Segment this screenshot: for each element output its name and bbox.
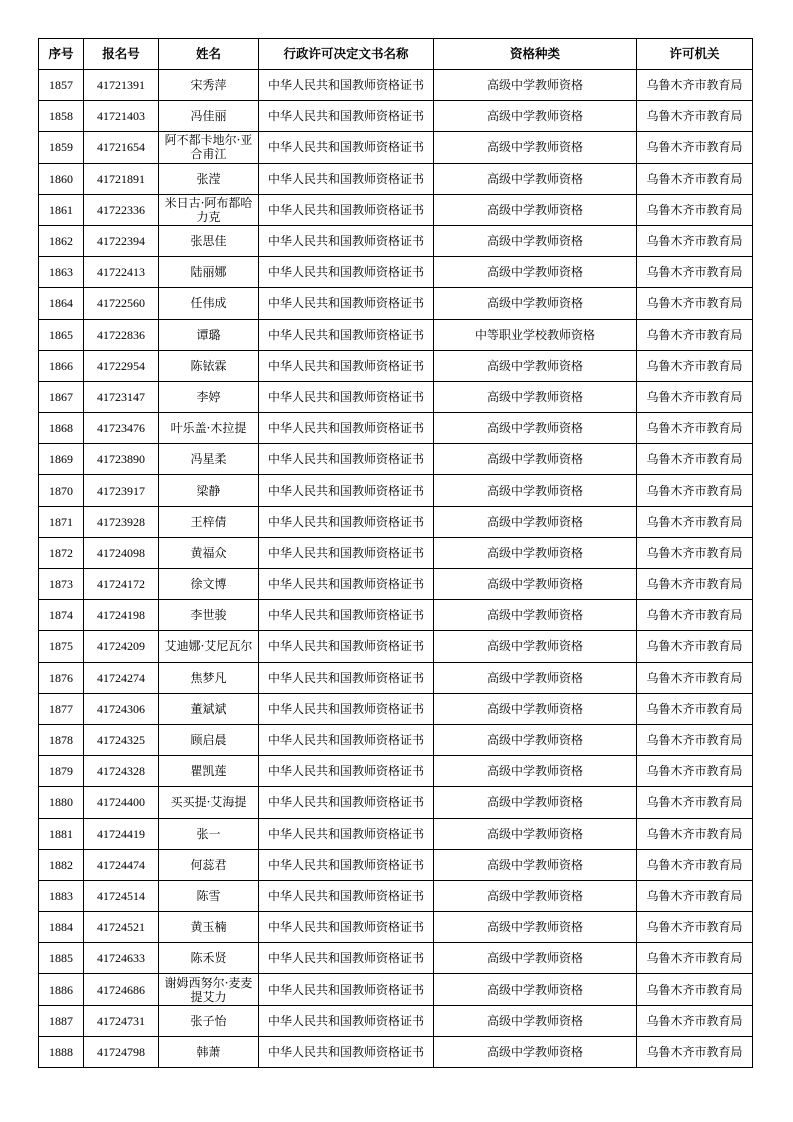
cell-document-name: 中华人民共和国教师资格证书 — [259, 912, 434, 943]
cell-serial-number: 1867 — [39, 381, 84, 412]
cell-registration-number: 41724306 — [84, 693, 159, 724]
cell-document-name: 中华人民共和国教师资格证书 — [259, 662, 434, 693]
cell-licensing-authority: 乌鲁木齐市教育局 — [637, 163, 753, 194]
cell-licensing-authority: 乌鲁木齐市教育局 — [637, 943, 753, 974]
cell-licensing-authority: 乌鲁木齐市教育局 — [637, 70, 753, 101]
cell-name: 韩萧 — [159, 1036, 259, 1067]
cell-registration-number: 41724098 — [84, 537, 159, 568]
cell-licensing-authority: 乌鲁木齐市教育局 — [637, 194, 753, 225]
cell-document-name: 中华人民共和国教师资格证书 — [259, 163, 434, 194]
cell-name: 任伟成 — [159, 288, 259, 319]
cell-name: 张滢 — [159, 163, 259, 194]
cell-serial-number: 1886 — [39, 974, 84, 1005]
cell-licensing-authority: 乌鲁木齐市教育局 — [637, 756, 753, 787]
cell-licensing-authority: 乌鲁木齐市教育局 — [637, 600, 753, 631]
cell-licensing-authority: 乌鲁木齐市教育局 — [637, 288, 753, 319]
cell-document-name: 中华人民共和国教师资格证书 — [259, 257, 434, 288]
cell-serial-number: 1874 — [39, 600, 84, 631]
cell-document-name: 中华人民共和国教师资格证书 — [259, 132, 434, 163]
table-row — [39, 163, 753, 194]
cell-registration-number: 41724172 — [84, 569, 159, 600]
cell-serial-number: 1882 — [39, 849, 84, 880]
cell-name: 陆丽娜 — [159, 257, 259, 288]
cell-document-name: 中华人民共和国教师资格证书 — [259, 288, 434, 319]
cell-document-name: 中华人民共和国教师资格证书 — [259, 943, 434, 974]
cell-name: 黄玉楠 — [159, 912, 259, 943]
cell-qualification-type: 高级中学教师资格 — [434, 880, 637, 911]
cell-qualification-type: 高级中学教师资格 — [434, 225, 637, 256]
table-row — [39, 880, 753, 911]
cell-licensing-authority: 乌鲁木齐市教育局 — [637, 444, 753, 475]
cell-registration-number: 41723147 — [84, 381, 159, 412]
cell-name: 叶乐盖·木拉提 — [159, 413, 259, 444]
cell-name: 宋秀萍 — [159, 70, 259, 101]
cell-name: 冯星柔 — [159, 444, 259, 475]
cell-registration-number: 41721891 — [84, 163, 159, 194]
table-row — [39, 631, 753, 662]
cell-registration-number: 41722836 — [84, 319, 159, 350]
cell-name: 谢姆西努尔·麦麦提艾力 — [159, 974, 259, 1005]
header-serial-number: 序号 — [39, 39, 84, 70]
cell-qualification-type: 高级中学教师资格 — [434, 756, 637, 787]
cell-serial-number: 1875 — [39, 631, 84, 662]
table-row — [39, 537, 753, 568]
cell-qualification-type: 高级中学教师资格 — [434, 381, 637, 412]
cell-name: 陈雪 — [159, 880, 259, 911]
cell-name: 王梓倩 — [159, 506, 259, 537]
cell-registration-number: 41724474 — [84, 849, 159, 880]
cell-document-name: 中华人民共和国教师资格证书 — [259, 413, 434, 444]
table-row — [39, 943, 753, 974]
cell-licensing-authority: 乌鲁木齐市教育局 — [637, 631, 753, 662]
cell-licensing-authority: 乌鲁木齐市教育局 — [637, 1036, 753, 1067]
cell-qualification-type: 高级中学教师资格 — [434, 350, 637, 381]
table-header-row — [39, 39, 753, 70]
cell-document-name: 中华人民共和国教师资格证书 — [259, 475, 434, 506]
cell-qualification-type: 高级中学教师资格 — [434, 506, 637, 537]
cell-qualification-type: 高级中学教师资格 — [434, 101, 637, 132]
table-row — [39, 724, 753, 755]
cell-registration-number: 41721654 — [84, 132, 159, 163]
cell-name: 徐文博 — [159, 569, 259, 600]
cell-qualification-type: 高级中学教师资格 — [434, 943, 637, 974]
cell-qualification-type: 高级中学教师资格 — [434, 631, 637, 662]
cell-serial-number: 1876 — [39, 662, 84, 693]
table-row — [39, 319, 753, 350]
cell-serial-number: 1870 — [39, 475, 84, 506]
cell-registration-number: 41723890 — [84, 444, 159, 475]
cell-serial-number: 1880 — [39, 787, 84, 818]
table-row — [39, 974, 753, 1005]
cell-licensing-authority: 乌鲁木齐市教育局 — [637, 818, 753, 849]
cell-registration-number: 41723928 — [84, 506, 159, 537]
table-row — [39, 350, 753, 381]
cell-licensing-authority: 乌鲁木齐市教育局 — [637, 849, 753, 880]
cell-registration-number: 41724325 — [84, 724, 159, 755]
cell-registration-number: 41724731 — [84, 1005, 159, 1036]
cell-document-name: 中华人民共和国教师资格证书 — [259, 569, 434, 600]
table-row — [39, 600, 753, 631]
cell-qualification-type: 高级中学教师资格 — [434, 1036, 637, 1067]
cell-registration-number: 41724198 — [84, 600, 159, 631]
cell-serial-number: 1865 — [39, 319, 84, 350]
cell-licensing-authority: 乌鲁木齐市教育局 — [637, 537, 753, 568]
cell-serial-number: 1866 — [39, 350, 84, 381]
license-table — [38, 38, 753, 1068]
cell-qualification-type: 高级中学教师资格 — [434, 475, 637, 506]
cell-serial-number: 1888 — [39, 1036, 84, 1067]
cell-licensing-authority: 乌鲁木齐市教育局 — [637, 506, 753, 537]
cell-name: 米日古·阿布都哈力克 — [159, 194, 259, 225]
cell-qualification-type: 高级中学教师资格 — [434, 70, 637, 101]
table-row — [39, 444, 753, 475]
cell-qualification-type: 高级中学教师资格 — [434, 662, 637, 693]
cell-document-name: 中华人民共和国教师资格证书 — [259, 849, 434, 880]
cell-qualification-type: 高级中学教师资格 — [434, 974, 637, 1005]
table-row — [39, 506, 753, 537]
cell-registration-number: 41724274 — [84, 662, 159, 693]
table-row — [39, 101, 753, 132]
cell-licensing-authority: 乌鲁木齐市教育局 — [637, 787, 753, 818]
cell-serial-number: 1868 — [39, 413, 84, 444]
cell-serial-number: 1878 — [39, 724, 84, 755]
cell-serial-number: 1858 — [39, 101, 84, 132]
cell-serial-number: 1885 — [39, 943, 84, 974]
cell-registration-number: 41724209 — [84, 631, 159, 662]
cell-name: 瞿凯莲 — [159, 756, 259, 787]
cell-qualification-type: 高级中学教师资格 — [434, 818, 637, 849]
cell-registration-number: 41722954 — [84, 350, 159, 381]
table-row — [39, 475, 753, 506]
cell-document-name: 中华人民共和国教师资格证书 — [259, 756, 434, 787]
cell-document-name: 中华人民共和国教师资格证书 — [259, 818, 434, 849]
cell-registration-number: 41724521 — [84, 912, 159, 943]
cell-licensing-authority: 乌鲁木齐市教育局 — [637, 132, 753, 163]
cell-name: 李世骏 — [159, 600, 259, 631]
cell-serial-number: 1860 — [39, 163, 84, 194]
cell-qualification-type: 高级中学教师资格 — [434, 194, 637, 225]
cell-name: 陈铱霖 — [159, 350, 259, 381]
table-row — [39, 818, 753, 849]
cell-qualification-type: 中等职业学校教师资格 — [434, 319, 637, 350]
cell-licensing-authority: 乌鲁木齐市教育局 — [637, 880, 753, 911]
table-row — [39, 225, 753, 256]
cell-document-name: 中华人民共和国教师资格证书 — [259, 693, 434, 724]
cell-licensing-authority: 乌鲁木齐市教育局 — [637, 693, 753, 724]
cell-serial-number: 1881 — [39, 818, 84, 849]
cell-document-name: 中华人民共和国教师资格证书 — [259, 225, 434, 256]
cell-document-name: 中华人民共和国教师资格证书 — [259, 537, 434, 568]
cell-qualification-type: 高级中学教师资格 — [434, 693, 637, 724]
cell-licensing-authority: 乌鲁木齐市教育局 — [637, 225, 753, 256]
cell-serial-number: 1873 — [39, 569, 84, 600]
cell-document-name: 中华人民共和国教师资格证书 — [259, 600, 434, 631]
cell-qualification-type: 高级中学教师资格 — [434, 444, 637, 475]
cell-qualification-type: 高级中学教师资格 — [434, 724, 637, 755]
cell-qualification-type: 高级中学教师资格 — [434, 912, 637, 943]
table-body — [39, 70, 753, 1068]
table-row — [39, 756, 753, 787]
cell-licensing-authority: 乌鲁木齐市教育局 — [637, 724, 753, 755]
cell-document-name: 中华人民共和国教师资格证书 — [259, 319, 434, 350]
table-row — [39, 693, 753, 724]
cell-licensing-authority: 乌鲁木齐市教育局 — [637, 381, 753, 412]
cell-registration-number: 41722560 — [84, 288, 159, 319]
cell-name: 黄福众 — [159, 537, 259, 568]
cell-qualification-type: 高级中学教师资格 — [434, 569, 637, 600]
cell-registration-number: 41724328 — [84, 756, 159, 787]
table-row — [39, 257, 753, 288]
cell-licensing-authority: 乌鲁木齐市教育局 — [637, 413, 753, 444]
cell-name: 买买提·艾海提 — [159, 787, 259, 818]
cell-registration-number: 41721403 — [84, 101, 159, 132]
cell-serial-number: 1863 — [39, 257, 84, 288]
cell-licensing-authority: 乌鲁木齐市教育局 — [637, 974, 753, 1005]
cell-licensing-authority: 乌鲁木齐市教育局 — [637, 912, 753, 943]
cell-document-name: 中华人民共和国教师资格证书 — [259, 350, 434, 381]
cell-registration-number: 41722336 — [84, 194, 159, 225]
table-row — [39, 787, 753, 818]
cell-document-name: 中华人民共和国教师资格证书 — [259, 1036, 434, 1067]
cell-serial-number: 1859 — [39, 132, 84, 163]
header-registration-number: 报名号 — [84, 39, 159, 70]
cell-serial-number: 1864 — [39, 288, 84, 319]
cell-licensing-authority: 乌鲁木齐市教育局 — [637, 475, 753, 506]
cell-serial-number: 1887 — [39, 1005, 84, 1036]
cell-licensing-authority: 乌鲁木齐市教育局 — [637, 101, 753, 132]
table-row — [39, 662, 753, 693]
table-row — [39, 569, 753, 600]
cell-licensing-authority: 乌鲁木齐市教育局 — [637, 319, 753, 350]
cell-qualification-type: 高级中学教师资格 — [434, 288, 637, 319]
table-row — [39, 1036, 753, 1067]
cell-name: 谭璐 — [159, 319, 259, 350]
cell-serial-number: 1857 — [39, 70, 84, 101]
header-document-name: 行政许可决定文书名称 — [259, 39, 434, 70]
cell-document-name: 中华人民共和国教师资格证书 — [259, 1005, 434, 1036]
cell-qualification-type: 高级中学教师资格 — [434, 257, 637, 288]
cell-document-name: 中华人民共和国教师资格证书 — [259, 506, 434, 537]
cell-serial-number: 1869 — [39, 444, 84, 475]
cell-document-name: 中华人民共和国教师资格证书 — [259, 724, 434, 755]
cell-name: 董斌斌 — [159, 693, 259, 724]
cell-licensing-authority: 乌鲁木齐市教育局 — [637, 257, 753, 288]
cell-serial-number: 1877 — [39, 693, 84, 724]
cell-name: 何蕊君 — [159, 849, 259, 880]
table-row — [39, 132, 753, 163]
cell-licensing-authority: 乌鲁木齐市教育局 — [637, 662, 753, 693]
cell-registration-number: 41724514 — [84, 880, 159, 911]
cell-name: 阿不都卡地尔·亚合甫江 — [159, 132, 259, 163]
cell-qualification-type: 高级中学教师资格 — [434, 787, 637, 818]
cell-serial-number: 1862 — [39, 225, 84, 256]
cell-licensing-authority: 乌鲁木齐市教育局 — [637, 350, 753, 381]
cell-name: 张子怡 — [159, 1005, 259, 1036]
cell-licensing-authority: 乌鲁木齐市教育局 — [637, 569, 753, 600]
cell-name: 艾迪娜·艾尼瓦尔 — [159, 631, 259, 662]
cell-registration-number: 41723476 — [84, 413, 159, 444]
cell-name: 焦梦凡 — [159, 662, 259, 693]
cell-qualification-type: 高级中学教师资格 — [434, 849, 637, 880]
cell-name: 李婷 — [159, 381, 259, 412]
cell-registration-number: 41724633 — [84, 943, 159, 974]
cell-registration-number: 41721391 — [84, 70, 159, 101]
cell-document-name: 中华人民共和国教师资格证书 — [259, 70, 434, 101]
cell-document-name: 中华人民共和国教师资格证书 — [259, 444, 434, 475]
cell-name: 张一 — [159, 818, 259, 849]
table-row — [39, 194, 753, 225]
cell-document-name: 中华人民共和国教师资格证书 — [259, 101, 434, 132]
cell-registration-number: 41724419 — [84, 818, 159, 849]
cell-serial-number: 1871 — [39, 506, 84, 537]
cell-registration-number: 41723917 — [84, 475, 159, 506]
cell-name: 梁静 — [159, 475, 259, 506]
cell-registration-number: 41724400 — [84, 787, 159, 818]
cell-qualification-type: 高级中学教师资格 — [434, 1005, 637, 1036]
cell-registration-number: 41724798 — [84, 1036, 159, 1067]
cell-serial-number: 1861 — [39, 194, 84, 225]
cell-qualification-type: 高级中学教师资格 — [434, 132, 637, 163]
cell-qualification-type: 高级中学教师资格 — [434, 537, 637, 568]
table-row — [39, 381, 753, 412]
table-row — [39, 70, 753, 101]
cell-document-name: 中华人民共和国教师资格证书 — [259, 631, 434, 662]
header-qualification-type: 资格种类 — [434, 39, 637, 70]
cell-registration-number: 41724686 — [84, 974, 159, 1005]
cell-document-name: 中华人民共和国教师资格证书 — [259, 194, 434, 225]
cell-serial-number: 1872 — [39, 537, 84, 568]
cell-serial-number: 1879 — [39, 756, 84, 787]
cell-name: 陈禾贤 — [159, 943, 259, 974]
cell-name: 顾启晨 — [159, 724, 259, 755]
cell-name: 冯佳丽 — [159, 101, 259, 132]
table-row — [39, 849, 753, 880]
cell-registration-number: 41722394 — [84, 225, 159, 256]
header-licensing-authority: 许可机关 — [637, 39, 753, 70]
table-row — [39, 1005, 753, 1036]
cell-document-name: 中华人民共和国教师资格证书 — [259, 381, 434, 412]
table-row — [39, 288, 753, 319]
cell-registration-number: 41722413 — [84, 257, 159, 288]
cell-qualification-type: 高级中学教师资格 — [434, 163, 637, 194]
table-row — [39, 413, 753, 444]
cell-document-name: 中华人民共和国教师资格证书 — [259, 880, 434, 911]
cell-serial-number: 1883 — [39, 880, 84, 911]
cell-document-name: 中华人民共和国教师资格证书 — [259, 974, 434, 1005]
document-page — [38, 38, 752, 1068]
table-row — [39, 912, 753, 943]
cell-serial-number: 1884 — [39, 912, 84, 943]
cell-qualification-type: 高级中学教师资格 — [434, 413, 637, 444]
header-name: 姓名 — [159, 39, 259, 70]
cell-name: 张思佳 — [159, 225, 259, 256]
cell-document-name: 中华人民共和国教师资格证书 — [259, 787, 434, 818]
cell-licensing-authority: 乌鲁木齐市教育局 — [637, 1005, 753, 1036]
cell-qualification-type: 高级中学教师资格 — [434, 600, 637, 631]
